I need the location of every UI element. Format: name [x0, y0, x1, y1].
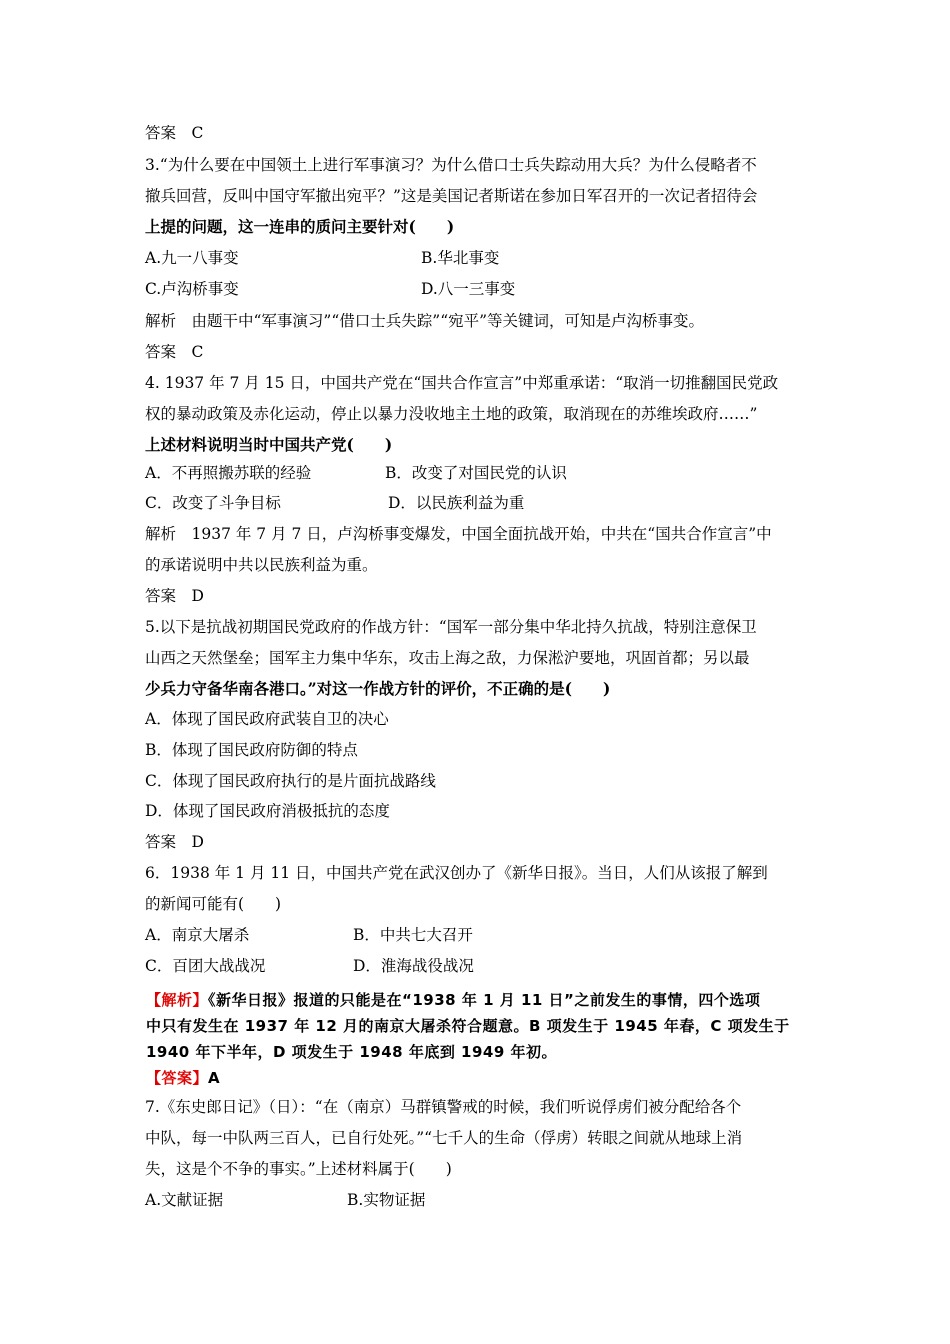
option-b: B．改变了对国民党的认识 — [385, 464, 567, 482]
answer-3: 答案 C — [145, 343, 204, 361]
question-4-analysis-line-1: 解析 1937 年 7 月 7 日，卢沟桥事变爆发，中国全面抗战开始，中共在“国共合作宣言”中 — [145, 525, 772, 543]
question-6-options-row-2 — [145, 956, 474, 976]
option-c: C．百团大战战况 — [145, 957, 266, 975]
option-d: D．淮海战役战况 — [353, 957, 474, 975]
question-3-options-row-2 — [145, 279, 515, 299]
question-6-stem-line-1: 6．1938 年 1 月 11 日，中国共产党在武汉创办了《新华日报》。当日，人们从该报了解到 — [145, 864, 768, 882]
option-c: C．改变了斗争目标 — [145, 494, 281, 512]
answer-value: A — [208, 1069, 221, 1087]
question-4-options-row-1 — [145, 463, 567, 483]
question-6-analysis-line-1 — [146, 990, 760, 1010]
question-4-stem-line-2: 权的暴动政策及赤化运动，停止以暴力没收地主土地的政策，取消现在的苏维埃政府……” — [145, 405, 758, 423]
answer-6 — [146, 1068, 220, 1088]
question-6-stem-line-2: 的新闻可能有( ) — [145, 895, 282, 913]
question-6-analysis-line-2: 中只有发生在 1937 年 12 月的南京大屠杀符合题意。B 项发生于 1945 年春，C 项发生于 — [146, 1017, 790, 1035]
analysis-text: 《新华日报》报道的只能是在“1938 年 1 月 11 日”之前发生的事情，四个选项 — [208, 991, 761, 1009]
question-4-stem-line-3: 上述材料说明当时中国共产党( ) — [145, 435, 393, 454]
answer-5: 答案 D — [145, 833, 204, 851]
option-a: A.文献证据 — [145, 1191, 224, 1209]
question-3-stem-line-1: 3.“为什么要在中国领土上进行军事演习？为什么借口士兵失踪动用大兵？为什么侵略者不 — [145, 156, 757, 174]
question-4-options-row-2 — [145, 493, 524, 513]
answer-tag: 【答案】 — [146, 1069, 209, 1087]
option-d: D.八一三事变 — [421, 280, 516, 298]
answer-2: 答案 C — [145, 124, 204, 142]
question-7-stem-line-2: 中队，每一中队两三百人，已自行处死。”“七千人的生命（俘虏）转眼之间就从地球上消 — [145, 1129, 743, 1147]
question-6-options-row-1 — [145, 925, 473, 945]
option-b: B．中共七大召开 — [353, 926, 473, 944]
question-3-stem-line-3: 上提的问题，这一连串的质问主要针对( ) — [145, 217, 455, 236]
analysis-tag: 【解析】 — [146, 991, 209, 1009]
question-5-stem-line-2: 山西之天然堡垒；国军主力集中华东，攻击上海之敌，力保淞沪要地，巩固首都；另以最 — [145, 649, 750, 667]
question-7-stem-line-3: 失，这是个不争的事实。”上述材料属于( ) — [145, 1160, 452, 1178]
question-5-option-d: D．体现了国民政府消极抵抗的态度 — [145, 802, 390, 820]
option-a: A.九一八事变 — [145, 249, 239, 267]
option-d: D．以民族利益为重 — [388, 494, 525, 512]
option-b: B.实物证据 — [347, 1191, 426, 1209]
question-3-analysis: 解析 由题干中“军事演习”“借口士兵失踪”“宛平”等关键词，可知是卢沟桥事变。 — [145, 312, 705, 330]
option-c: C.卢沟桥事变 — [145, 280, 239, 298]
question-7-options-row-1 — [145, 1190, 425, 1210]
option-a: A．不再照搬苏联的经验 — [145, 464, 312, 482]
question-4-analysis-line-2: 的承诺说明中共以民族利益为重。 — [145, 556, 378, 574]
option-a: A．南京大屠杀 — [145, 926, 250, 944]
answer-4: 答案 D — [145, 587, 204, 605]
question-7-stem-line-1: 7.《东史郎日记》（日）：“在（南京）马群镇警戒的时候，我们听说俘虏们被分配给各个 — [145, 1098, 742, 1116]
question-5-option-c: C．体现了国民政府执行的是片面抗战路线 — [145, 772, 436, 790]
question-5-stem-line-3: 少兵力守备华南各港口。”对这一作战方针的评价，不正确的是( ) — [145, 679, 611, 698]
question-5-option-b: B．体现了国民政府防御的特点 — [145, 741, 358, 759]
question-3-options-row-1 — [145, 248, 499, 268]
question-3-stem-line-2: 撤兵回营，反叫中国守军撤出宛平？”这是美国记者斯诺在参加日军召开的一次记者招待会 — [145, 187, 758, 205]
question-6-analysis-line-3: 1940 年下半年，D 项发生于 1948 年底到 1949 年初。 — [146, 1043, 558, 1061]
question-4-stem-line-1: 4. 1937 年 7 月 15 日，中国共产党在“国共合作宣言”中郑重承诺：“取消一切推翻国民党政 — [145, 374, 779, 392]
question-5-stem-line-1: 5.以下是抗战初期国民党政府的作战方针：“国军一部分集中华北持久抗战，特别注意保卫 — [145, 618, 757, 636]
question-5-option-a: A．体现了国民政府武装自卫的决心 — [145, 710, 389, 728]
option-b: B.华北事变 — [421, 249, 500, 267]
